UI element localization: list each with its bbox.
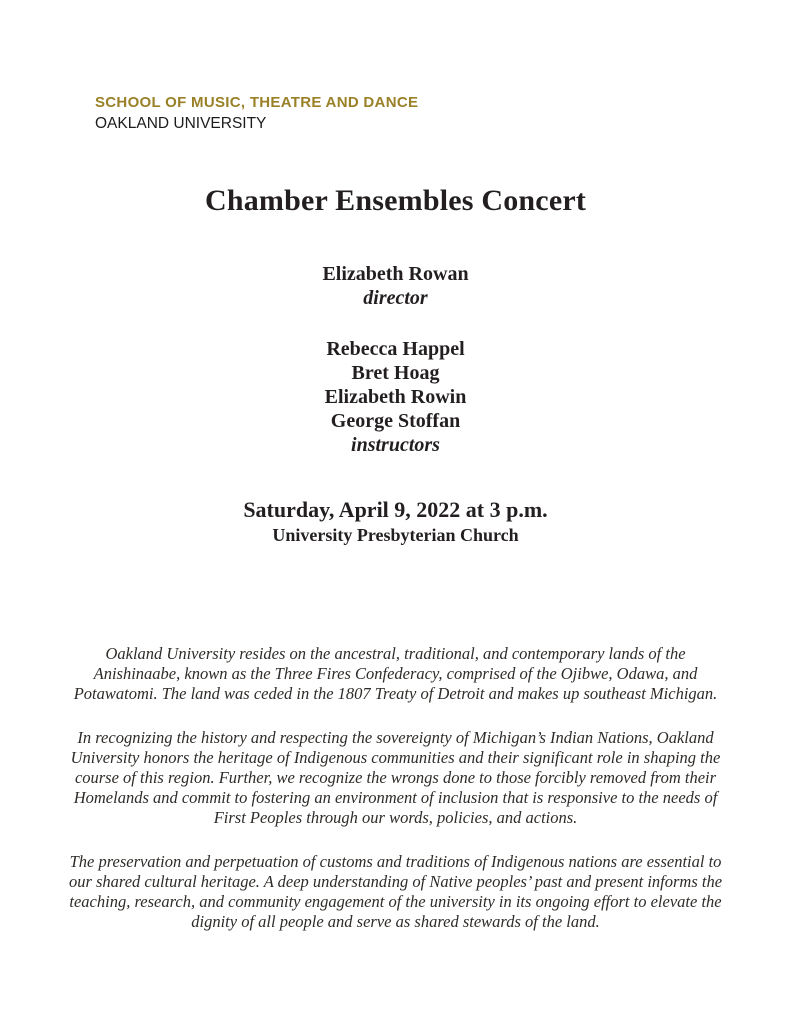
director-role: director <box>363 287 428 309</box>
university-name: OAKLAND UNIVERSITY <box>95 115 267 132</box>
director-name: Elizabeth Rowan <box>322 263 469 285</box>
instructors-role: instructors <box>351 434 440 456</box>
land-acknowledgment <box>63 644 728 932</box>
event-venue: University Presbyterian Church <box>272 525 519 545</box>
credits-block <box>0 262 791 457</box>
acknowledgment-paragraph: Oakland University resides on the ancestral, traditional, and contemporary lands of the Anishinaabe, known as the Three Fires Confederacy, comprised of the Ojibwe, Odawa, and Potawatomi. The land was ceded in the 1807 Treaty of Detroit and makes up southeast Michigan. <box>73 644 718 703</box>
acknowledgment-paragraph: In recognizing the history and respecting the sovereignty of Michigan’s Indian Nations, Oakland University honors the heritage of Indigenous communities and their significant role in shaping the course of this region. Further, we recognize the wrongs done to those forcibly removed from their Homelands and commit to fostering an environment of inclusion that is responsive to the needs of First Peoples through our words, policies, and actions. <box>70 728 721 827</box>
event-datetime: Saturday, April 9, 2022 at 3 p.m. <box>243 497 548 522</box>
acknowledgment-paragraph: The preservation and perpetuation of customs and traditions of Indigenous nations are essential to our shared cultural heritage. A deep understanding of Native peoples’ past and present informs the teaching, research, and community engagement of the university in its ongoing effort to elevate the dignity of all people and serve as shared stewards of the land. <box>68 852 723 931</box>
event-details <box>0 496 791 547</box>
masthead <box>95 93 418 133</box>
instructor-name: Elizabeth Rowin <box>324 386 467 408</box>
instructor-name: George Stoffan <box>330 410 461 432</box>
school-name: SCHOOL OF MUSIC, THEATRE AND DANCE <box>95 94 419 111</box>
instructor-name: Rebecca Happel <box>326 338 465 360</box>
instructor-name: Bret Hoag <box>351 362 440 384</box>
concert-title: Chamber Ensembles Concert <box>204 184 587 217</box>
instructor-list <box>0 337 791 457</box>
